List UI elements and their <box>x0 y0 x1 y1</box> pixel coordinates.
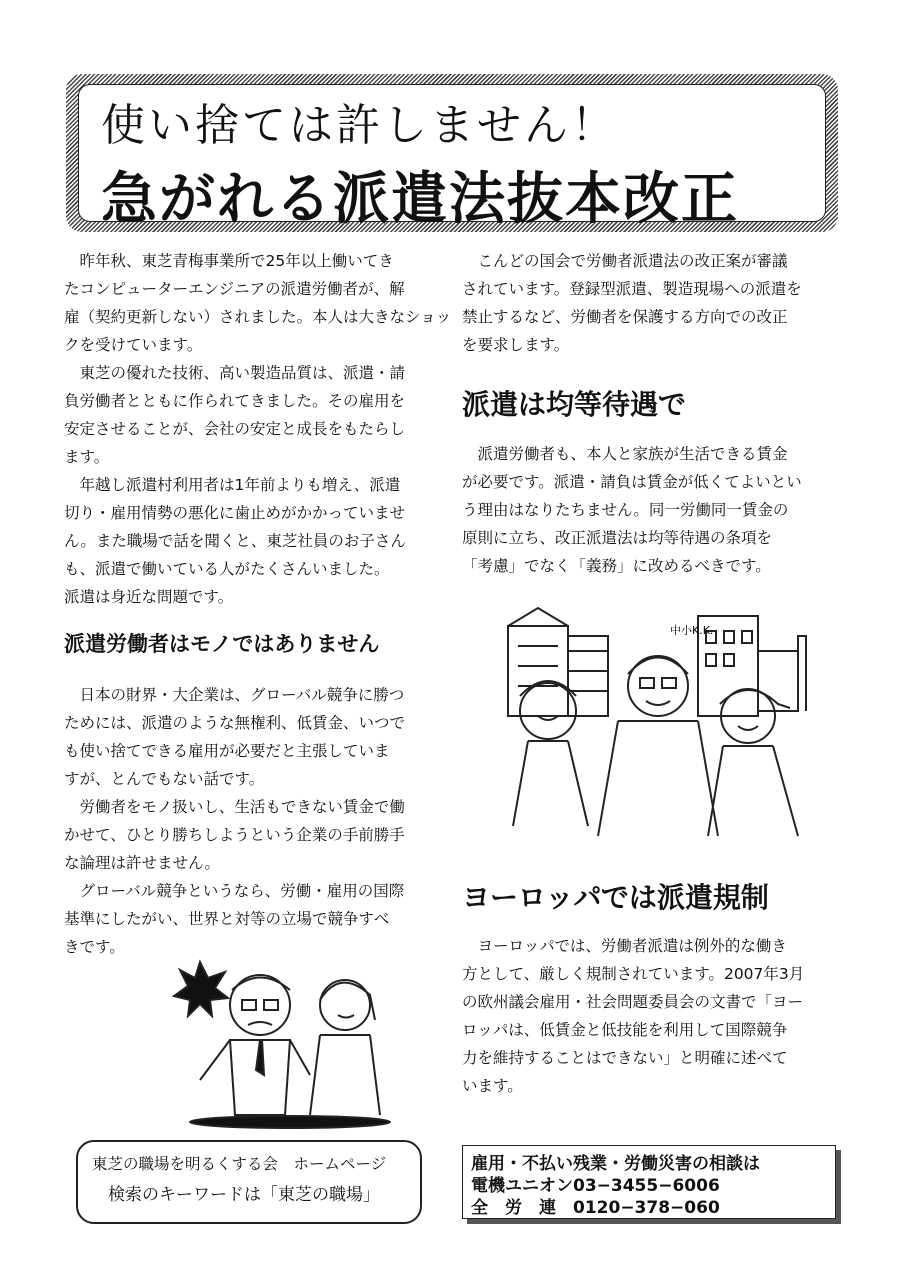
left-para1: 昨年秋、東芝青梅事業所で25年以上働いてき たコンピューターエンジニアの派遣労働者が、解 雇（契約更新しない）されました。本人は大きなショッ クを受けています。 東芝の優れた技術、高い製造品質は、派遣・請 負労働者とともに作られてきました。その雇用を 安定させることが、会社の安定と成長をもたらし ます。 年越し派遣村利用者は1年前よりも増え、派遣 切り・雇用情勢の悪化に歯止めがかかっていませ ん。また職場で話を聞くと、東芝社員のお子さん も、派遣で働いている人がたくさんいました。 派遣は身近な問題です。 <box>64 252 452 606</box>
consultation-box <box>462 1145 836 1219</box>
title-box <box>66 74 838 232</box>
title-line2: 急がれる派遣法抜本改正 <box>101 167 739 232</box>
right-para1: こんどの国会で労働者派遣法の改正案が審議 されています。登録型派遣、製造現場への派遣を 禁止するなど、労働者を保護する方向での改正 を要求します。 <box>462 252 802 354</box>
right-heading2: ヨーロッパでは派遣規制 <box>462 881 769 914</box>
homepage-line2: 検索のキーワードは「東芝の職場」 <box>108 1185 380 1205</box>
title-line1: 使い捨ては許しません！ <box>101 100 618 151</box>
right-heading1: 派遣は均等待遇で <box>462 388 687 421</box>
left-para2: 日本の財界・大企業は、グローバル競争に勝つ ためには、派遣のような無権利、低賃金、いつで も使い捨てできる雇用が必要だと主張していま すが、とんでもない話です。 労働者をモノ扱いし、生活もできない賃金で働 かせて、ひとり勝ちしようという企業の手前勝手 な論理は許せません。 グローバル競争というなら、労働・雇用の国際 基準にしたがい、世界と対等の立場で競争すべ きです。 <box>64 686 406 956</box>
factory-sign: 中小K.K. <box>670 624 714 637</box>
consultation-line2: 電機ユニオン03−3455−6006 <box>471 1176 720 1196</box>
homepage-line1: 東芝の職場を明るくする会 ホームページ <box>92 1155 387 1173</box>
title-inner <box>78 84 826 232</box>
consultation-line1: 雇用・不払い残業・労働災害の相談は <box>471 1154 760 1174</box>
right-para2: 派遣労働者も、本人と家族が生活できる賃金 が必要です。派遣・請負は賃金が低くてよいとい う理由はなりたちません。同一労働同一賃金の 原則に立ち、改正派遣法は均等待遇の条項を 「考慮」でなく「義務」に改めるべきです。 <box>462 445 802 575</box>
homepage-box <box>76 1140 422 1224</box>
consultation-line3: 全 労 連 0120−378−060 <box>471 1198 720 1218</box>
left-heading1: 派遣労働者はモノではありません <box>64 632 380 656</box>
shocked-worker-illustration <box>170 950 410 1130</box>
right-para3: ヨーロッパでは、労働者派遣は例外的な働き 方として、厳しく規制されています。2007年3月 の欧州議会雇用・社会問題委員会の文書で「ヨー ロッパは、低賃金と低技能を利用して国際競争 力を維持することはできない」と明確に述べて います。 <box>462 937 805 1095</box>
workers-factory-illustration <box>498 596 838 846</box>
